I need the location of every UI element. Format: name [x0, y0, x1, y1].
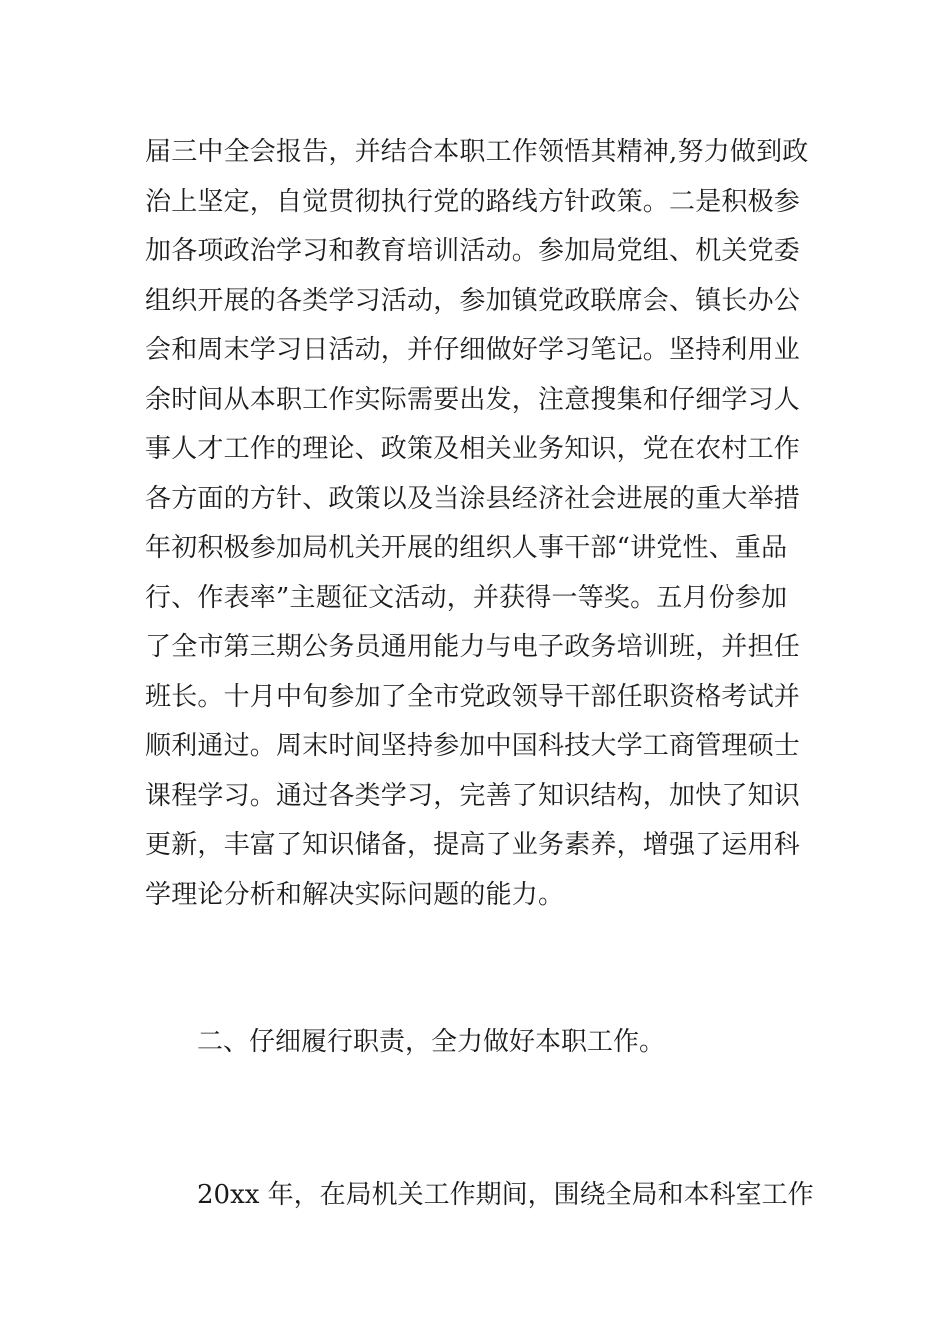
text-line: 学理论分析和解决实际问题的能力。 — [145, 879, 565, 910]
text-line: 行、作表率”主题征文活动，并获得一等奖。五月份参加 — [145, 582, 788, 613]
text-line: 课程学习。通过各类学习，完善了知识结构，加快了知识 — [145, 780, 801, 811]
text-line: 更新，丰富了知识储备，提高了业务素养，增强了运用科 — [145, 830, 801, 860]
text-line: 事人才工作的理论、政策及相关业务知识，党在农村工作 — [145, 434, 801, 464]
text-line: 届三中全会报告，并结合本职工作领悟其精神,努力做到政 — [145, 137, 809, 167]
text-line: 班长。十月中旬参加了全市党政领导干部任职资格考试并 — [145, 681, 801, 712]
text-line: 会和周末学习日活动，并仔细做好学习笔记。坚持利用业 — [145, 335, 801, 365]
text-line: 各方面的方针、政策以及当涂县经济社会进展的重大举措 — [145, 483, 801, 514]
text-line: 顺利通过。周末时间坚持参加中国科技大学工商管理硕士 — [145, 731, 801, 761]
section-heading: 二、仔细履行职责，全力做好本职工作。 — [197, 1027, 666, 1057]
text-line: 加各项政治学习和教育培训活动。参加局党组、机关党委 — [145, 236, 801, 266]
text-line: 治上坚定，自觉贯彻执行党的路线方针政策。二是积极参 — [145, 186, 801, 217]
paragraph-body — [145, 128, 825, 920]
text-line: 年初积极参加局机关开展的组织人事干部“讲党性、重品 — [145, 533, 788, 563]
text-line: 组织开展的各类学习活动，参加镇党政联席会、镇长办公 — [145, 285, 801, 316]
text-line: 了全市第三期公务员通用能力与电子政务培训班，并担任 — [145, 632, 801, 662]
paragraph-first-line: 20xx 年，在局机关工作期间，围绕全局和本科室工作 — [197, 1180, 814, 1210]
text-line: 余时间从本职工作实际需要出发，注意搜集和仔细学习人 — [145, 384, 801, 415]
